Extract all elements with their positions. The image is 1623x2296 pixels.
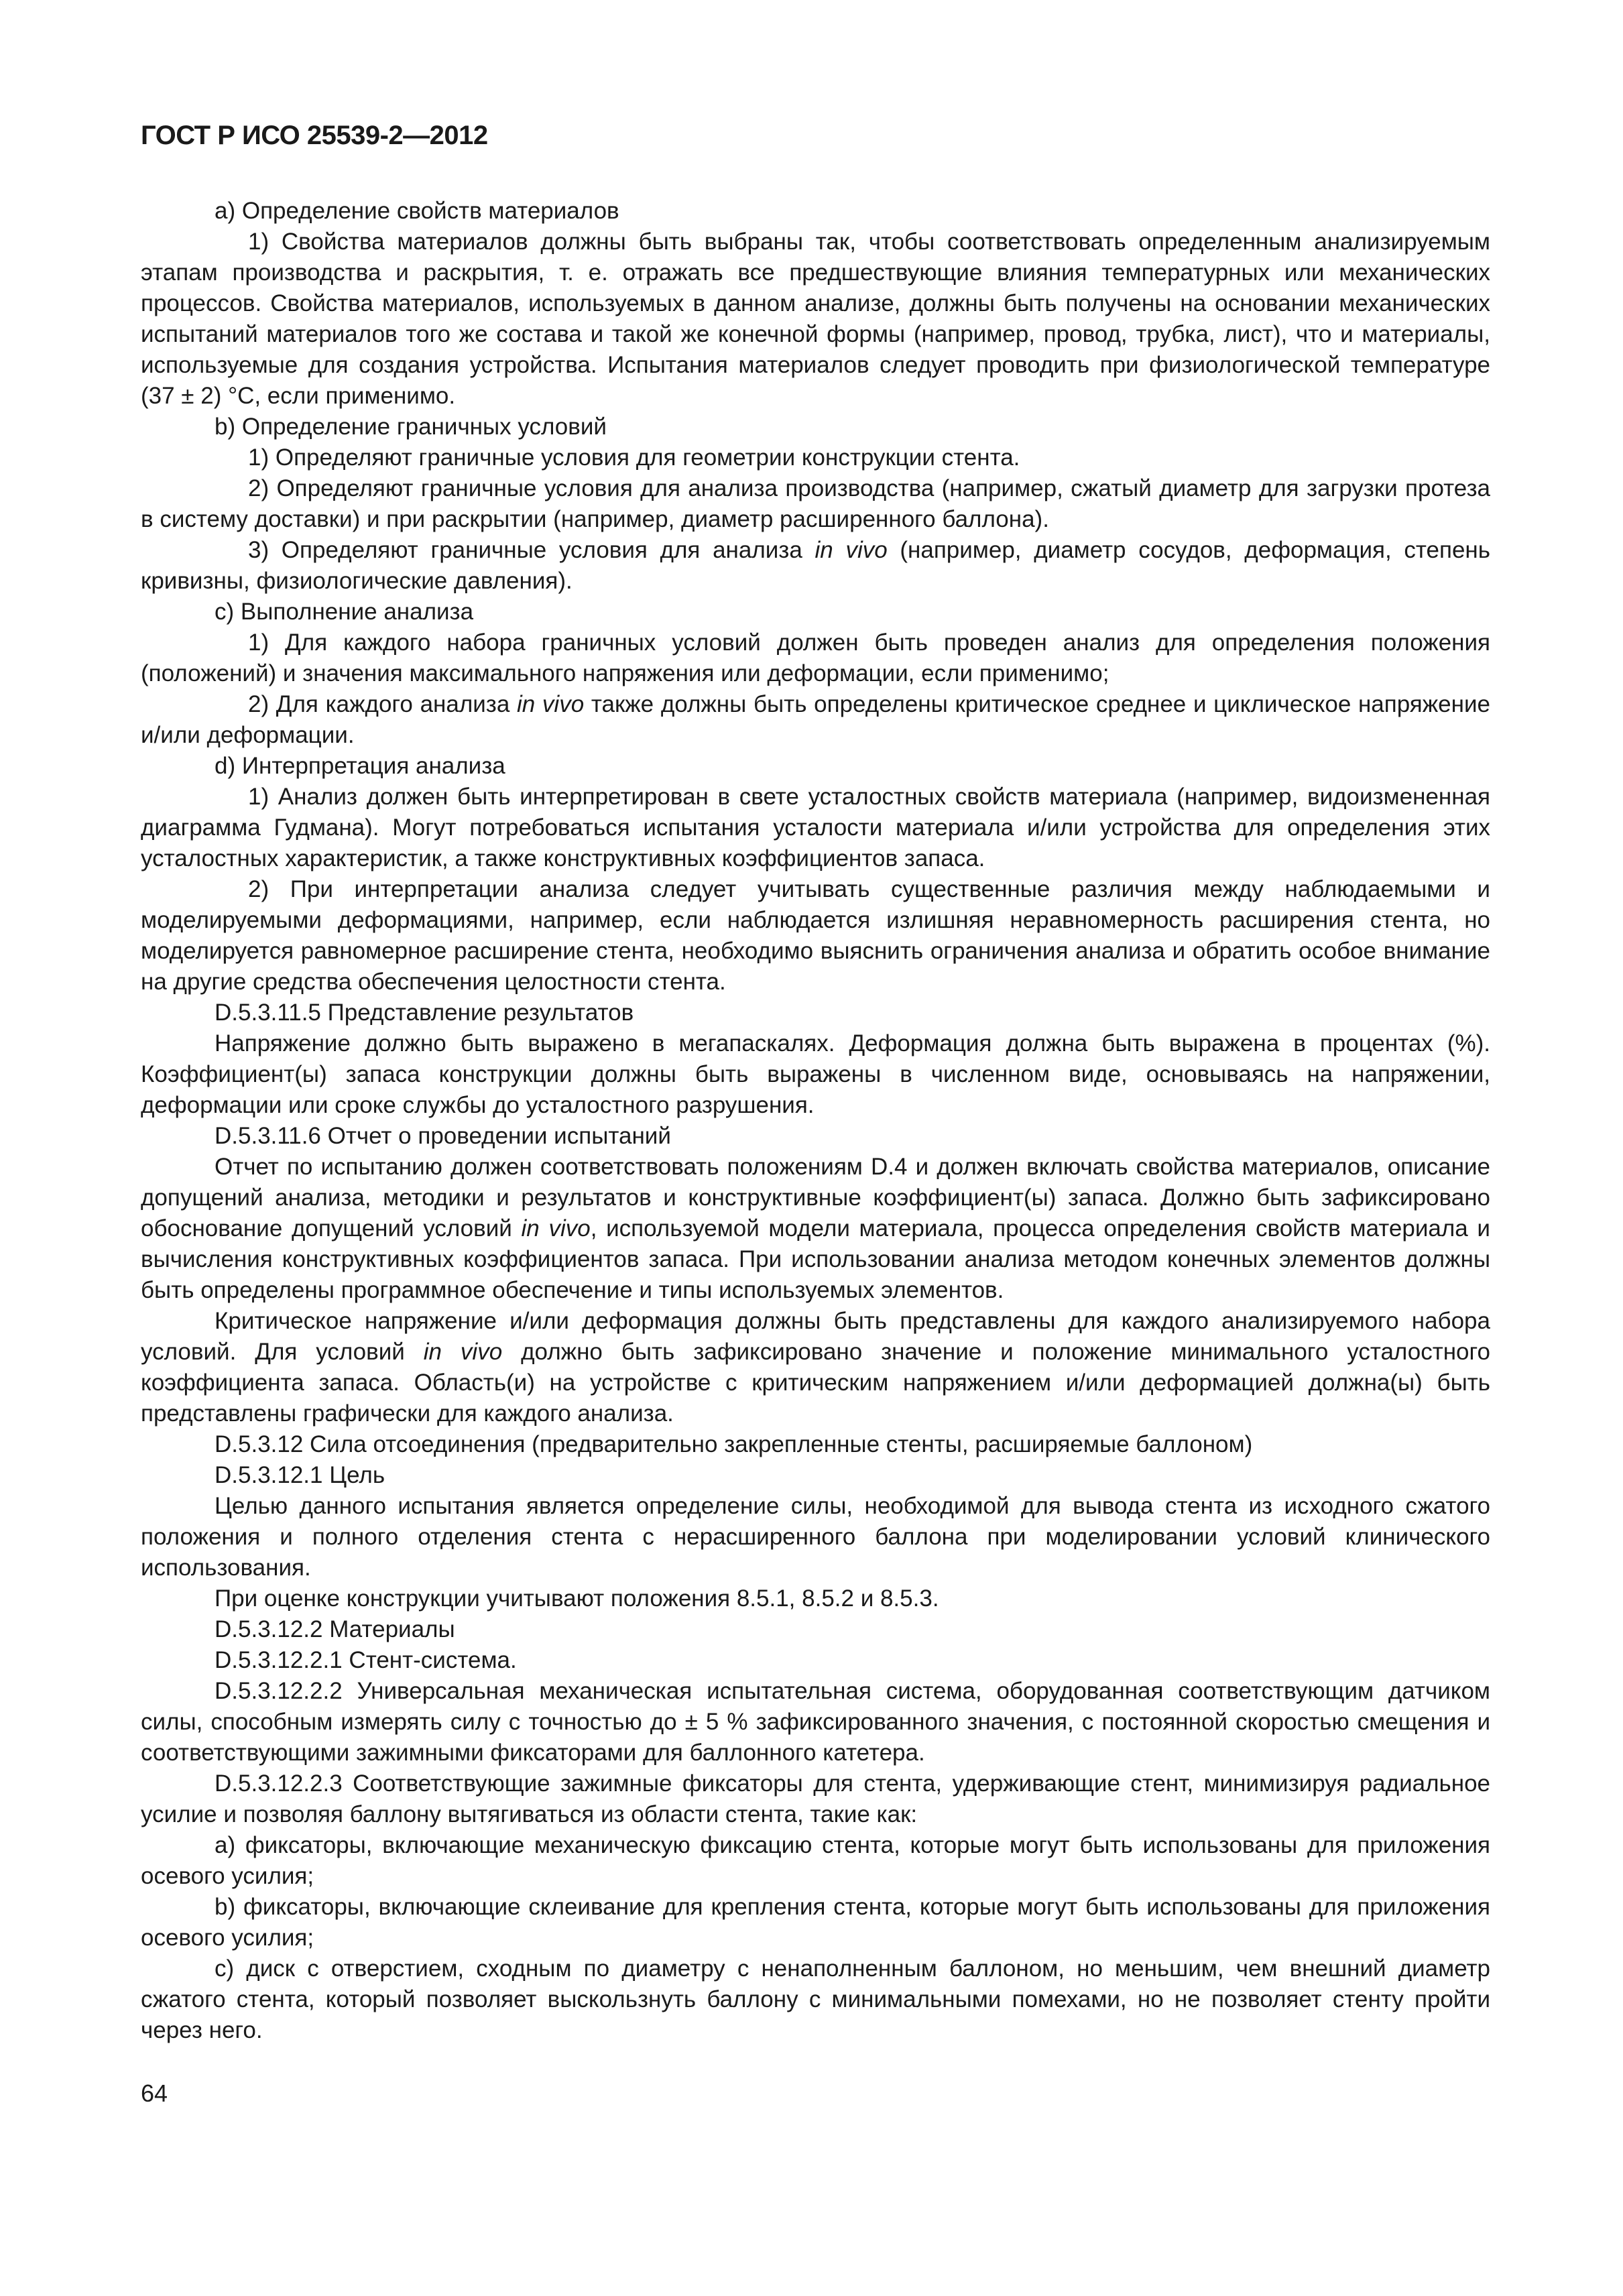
- page-number: 64: [141, 2079, 168, 2107]
- paragraph: 1) Для каждого набора граничных условий должен быть проведен анализ для определения положения (положений) и значения максимального напряжения или деформации, если применимо;: [141, 629, 1490, 686]
- paragraph: D.5.3.12.2 Материалы: [215, 1616, 455, 1642]
- paragraph: 2) Определяют граничные условия для анализа производства (например, сжатый диаметр для загрузки протеза в систему доставки) и при раскрытии (например, диаметр расширенного баллона).: [141, 475, 1490, 532]
- paragraph: b) фиксаторы, включающие склеивание для крепления стента, которые могут быть использованы для приложения осевого усилия;: [141, 1894, 1490, 1951]
- paragraph: D.5.3.12.1 Цель: [215, 1462, 385, 1488]
- paragraph: c) Выполнение анализа: [215, 599, 474, 625]
- document-body: [141, 196, 1490, 2046]
- document-header: ГОСТ Р ИСО 25539-2—2012: [141, 121, 488, 150]
- paragraph: 1) Свойства материалов должны быть выбраны так, чтобы соответствовать определенным анализируемым этапам производства и раскрытия, т. е. отражать все предшествующие влияния температурных или механических процессов. Свойства материалов, используемых в данном анализе, должны быть получены на основании механических испытаний материалов того же состава и такой же конечной формы (например, провод, трубка, лист), что и материалы, используемые для создания устройства. Испытания материалов следует проводить при физиологической температуре (37 ± 2) °С, если применимо.: [141, 229, 1490, 409]
- paragraph: 2) Для каждого анализа in vivo также должны быть определены критическое среднее и циклическое напряжение и/или деформации.: [141, 691, 1490, 748]
- paragraph: D.5.3.11.5 Представление результатов: [215, 1000, 634, 1026]
- paragraph: Целью данного испытания является определение силы, необходимой для вывода стента из исходного сжатого положения и полного отделения стента с нерасширенного баллона при моделировании условий клинического использования.: [141, 1493, 1490, 1581]
- paragraph: 2) При интерпретации анализа следует учитывать существенные различия между наблюдаемыми и моделируемыми деформациями, например, если наблюдается излишняя неравномерность расширения стента, но моделируется равномерное расширение стента, необходимо выяснить ограничения анализа и обратить особое внимание на другие средства обеспечения целостности стента.: [141, 876, 1490, 995]
- paragraph: D.5.3.12.2.3 Соответствующие зажимные фиксаторы для стента, удерживающие стент, минимизируя радиальное усилие и позволяя баллону вытягиваться из области стента, такие как:: [141, 1770, 1490, 1827]
- paragraph: D.5.3.12.2.1 Стент-система.: [215, 1647, 517, 1673]
- paragraph: 1) Определяют граничные условия для геометрии конструкции стента.: [248, 444, 1020, 471]
- paragraph: При оценке конструкции учитывают положения 8.5.1, 8.5.2 и 8.5.3.: [215, 1585, 939, 1612]
- paragraph: c) диск с отверстием, сходным по диаметру с ненаполненным баллоном, но меньшим, чем внешний диаметр сжатого стента, который позволяет выскользнуть баллону с минимальными помехами, но не позволяет стенту пройти через него.: [141, 1955, 1490, 2043]
- paragraph: d) Интерпретация анализа: [215, 753, 505, 779]
- paragraph: a) фиксаторы, включающие механическую фиксацию стента, которые могут быть использованы для приложения осевого усилия;: [141, 1832, 1490, 1889]
- paragraph: Отчет по испытанию должен соответствовать положениям D.4 и должен включать свойства материалов, описание допущений анализа, методики и результатов и конструктивные коэффициент(ы) запаса. Должно быть зафиксировано обоснование допущений условий in vivo, используемой модели материала, процесса определения свойств материала и вычисления конструктивных коэффициентов запаса. При использовании анализа методом конечных элементов должны быть определены программное обеспечение и типы используемых элементов.: [141, 1154, 1490, 1303]
- paragraph: a) Определение свойств материалов: [215, 198, 619, 224]
- paragraph: b) Определение граничных условий: [215, 414, 607, 440]
- paragraph: D.5.3.12 Сила отсоединения (предварительно закрепленные стенты, расширяемые баллоном): [215, 1431, 1253, 1457]
- paragraph: Критическое напряжение и/или деформация должны быть представлены для каждого анализируемого набора условий. Для условий in vivo должно быть зафиксировано значение и положение минимального усталостного коэффициента запаса. Область(и) на устройстве с критическим напряжением и/или деформацией должна(ы) быть представлены графически для каждого анализа.: [141, 1308, 1490, 1427]
- paragraph: 1) Анализ должен быть интерпретирован в свете усталостных свойств материала (например, видоизмененная диаграмма Гудмана). Могут потребоваться испытания усталости материала и/или устройства для определения этих усталостных характеристик, а также конструктивных коэффициентов запаса.: [141, 784, 1490, 871]
- paragraph: D.5.3.12.2.2 Универсальная механическая испытательная система, оборудованная соответствующим датчиком силы, способным измерять силу с точностью до ± 5 % зафиксированного значения, с постоянной скоростью смещения и соответствующими зажимными фиксаторами для баллонного катетера.: [141, 1678, 1490, 1766]
- paragraph: 3) Определяют граничные условия для анализа in vivo (например, диаметр сосудов, деформация, степень кривизны, физиологические давления).: [141, 537, 1490, 594]
- paragraph: D.5.3.11.6 Отчет о проведении испытаний: [215, 1123, 671, 1149]
- paragraph: Напряжение должно быть выражено в мегапаскалях. Деформация должна быть выражена в процентах (%). Коэффициент(ы) запаса конструкции должны быть выражены в численном виде, основываясь на напряжении, деформации или сроке службы до усталостного разрушения.: [141, 1030, 1490, 1118]
